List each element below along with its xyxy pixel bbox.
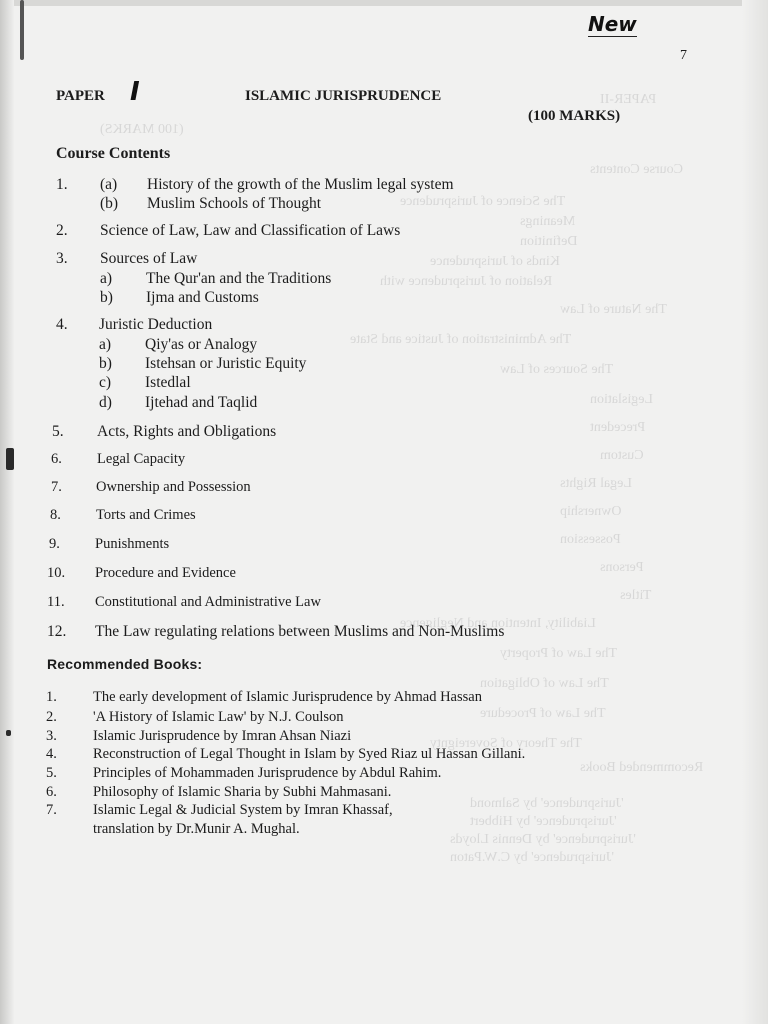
page-number: 7 xyxy=(680,48,687,63)
bleed-text: Kinds of Jurisprudence xyxy=(430,254,560,269)
bleed-text: The Administration of Justice and State xyxy=(350,332,572,347)
bleed-text: Persons xyxy=(600,560,644,575)
course-subitem-text: Qiy'as or Analogy xyxy=(145,336,258,353)
course-subitem-text: Ijma and Customs xyxy=(146,289,259,306)
course-item-number: 5. xyxy=(52,423,64,440)
course-item-number: 8. xyxy=(50,507,61,523)
course-item-text: Ownership and Possession xyxy=(96,479,251,495)
bleed-text: (100 MARKS) xyxy=(100,122,184,137)
course-item-text: Constitutional and Administrative Law xyxy=(95,594,321,610)
scan-edge-mark xyxy=(6,730,11,736)
paper-title: ISLAMIC JURISPRUDENCE xyxy=(245,88,442,104)
bleed-text: The Law of Procedure xyxy=(480,706,606,721)
recommended-books-heading: Recommended Books: xyxy=(47,656,203,672)
paper-label: PAPER xyxy=(56,88,105,104)
course-item-number: 6. xyxy=(51,451,62,467)
bleed-text: Legislation xyxy=(590,392,653,407)
bleed-text: Possession xyxy=(560,532,621,547)
course-item-text: Acts, Rights and Obligations xyxy=(97,423,277,440)
book-title-continuation: translation by Dr.Munir A. Mughal. xyxy=(93,821,300,837)
bleed-text: The Law of Obligation xyxy=(480,676,609,691)
course-contents-heading: Course Contents xyxy=(56,145,171,162)
course-subitem-text: Muslim Schools of Thought xyxy=(147,195,322,212)
bleed-text: The Law of Property xyxy=(500,646,618,661)
book-number: 1. xyxy=(46,689,57,705)
bleed-text: Course Contents xyxy=(590,162,683,177)
book-number: 4. xyxy=(46,746,57,762)
bleed-text: Liability, Intention and Negligence xyxy=(400,616,596,631)
course-subitem-text: History of the growth of the Muslim legal system xyxy=(147,176,454,193)
course-item-number: 7. xyxy=(51,479,62,495)
course-item-number: 4. xyxy=(56,316,68,333)
book-number: 5. xyxy=(46,765,57,781)
paper-marks: (100 MARKS) xyxy=(528,108,621,124)
book-title: The early development of Islamic Jurisprudence by Ahmad Hassan xyxy=(93,689,482,705)
book-number: 7. xyxy=(46,802,57,818)
bleed-text: Definition xyxy=(520,234,578,249)
course-item-number: 1. xyxy=(56,176,68,193)
bleed-text: The Sources of Law xyxy=(500,362,614,377)
course-item-text: Science of Law, Law and Classification of Laws xyxy=(100,222,401,239)
book-number: 2. xyxy=(46,709,57,725)
course-subitem-label: (b) xyxy=(100,195,119,212)
bleed-text: Recommended Books xyxy=(580,760,704,775)
course-subitem-label: c) xyxy=(99,374,112,391)
scan-edge-mark xyxy=(6,448,14,470)
scan-edge-mark xyxy=(20,0,24,60)
book-number: 3. xyxy=(46,728,57,744)
course-subitem-label: d) xyxy=(99,394,112,411)
course-subitem-label: (a) xyxy=(100,176,118,193)
course-item-text: Procedure and Evidence xyxy=(95,565,236,581)
bleed-text: PAPER-II xyxy=(600,92,657,107)
course-item-text: Juristic Deduction xyxy=(99,316,213,333)
book-title: Principles of Mohammaden Jurisprudence by Abdul Rahim. xyxy=(93,765,442,781)
bleed-text: 'Jurisprudence' by C.W.Paton xyxy=(450,850,614,865)
course-item-number: 10. xyxy=(47,565,66,581)
course-item-text: The Law regulating relations between Muslims and Non-Muslims xyxy=(95,623,505,640)
course-item-number: 12. xyxy=(47,623,67,640)
course-item-number: 11. xyxy=(47,594,65,610)
bleed-text: The Science of Jurisprudence xyxy=(400,194,566,209)
course-item-number: 2. xyxy=(56,222,68,239)
bleed-text: Custom xyxy=(600,448,644,463)
bleed-text: 'Jurisprudence' by Salmond xyxy=(470,796,624,811)
course-subitem-text: Ijtehad and Taqlid xyxy=(145,394,258,411)
book-title: Islamic Legal & Judicial System by Imran Khassaf, xyxy=(93,802,393,818)
book-title: Reconstruction of Legal Thought in Islam by Syed Riaz ul Hassan Gillani. xyxy=(93,746,526,762)
course-item-number: 3. xyxy=(56,250,68,267)
course-item-text: Torts and Crimes xyxy=(96,507,196,523)
course-item-text: Punishments xyxy=(95,536,170,552)
course-subitem-label: a) xyxy=(99,336,112,353)
course-item-text: Sources of Law xyxy=(100,250,198,267)
course-subitem-label: a) xyxy=(100,270,113,287)
scan-top-shadow xyxy=(0,0,768,6)
bleed-text: The Nature of Law xyxy=(560,302,667,317)
bleed-text: Titles xyxy=(620,588,652,603)
course-subitem-text: The Qur'an and the Traditions xyxy=(146,270,332,287)
handwritten-note: New xyxy=(588,12,637,36)
course-subitem-label: b) xyxy=(99,355,112,372)
course-subitem-text: Istedlal xyxy=(145,374,191,391)
bleed-text: Precedent xyxy=(590,420,646,435)
bleed-text: The Theory of Sovereignty xyxy=(430,736,582,751)
book-title: Philosophy of Islamic Sharia by Subhi Mahmasani. xyxy=(93,784,392,800)
book-number: 6. xyxy=(46,784,57,800)
book-title: 'A History of Islamic Law' by N.J. Coulson xyxy=(93,709,344,725)
scan-right-edge xyxy=(742,0,768,1024)
bleed-text: Ownership xyxy=(560,504,622,519)
bleed-text: Relation of Jurisprudence with xyxy=(380,274,553,289)
course-subitem-label: b) xyxy=(100,289,113,306)
bleed-text: 'Jurisprudence' by Dennis Lloyds xyxy=(450,832,636,847)
book-title: Islamic Jurisprudence by Imran Ahsan Niazi xyxy=(93,728,352,744)
paper-numeral: I xyxy=(130,77,140,107)
scan-left-edge xyxy=(0,0,14,1024)
course-item-text: Legal Capacity xyxy=(97,451,186,467)
bleed-text: 'Jurisprudence' by Hibbert xyxy=(470,814,617,829)
bleed-text: Legal Rights xyxy=(560,476,632,491)
bleed-text: Meanings xyxy=(520,214,576,229)
course-subitem-text: Istehsan or Juristic Equity xyxy=(145,355,307,372)
course-item-number: 9. xyxy=(49,536,60,552)
